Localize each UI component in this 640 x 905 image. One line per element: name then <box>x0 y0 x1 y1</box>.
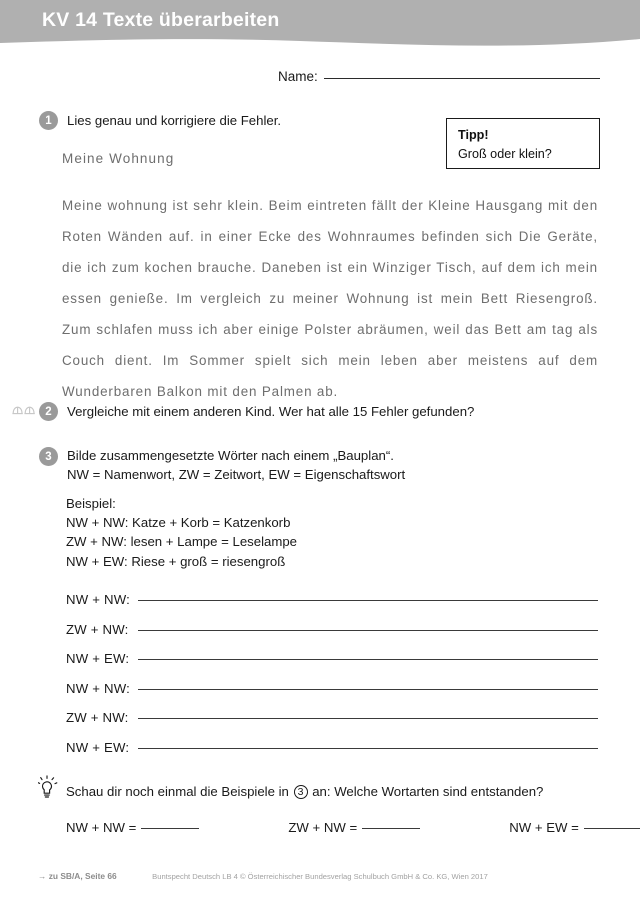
answer-row[interactable] <box>66 592 598 622</box>
answer-label: NW + EW: <box>66 651 130 667</box>
answer-write-rule[interactable] <box>138 689 598 690</box>
name-input-rule[interactable] <box>324 78 600 79</box>
answer-label: NW + NW: <box>66 680 130 696</box>
answer-label: NW + NW: <box>66 592 130 607</box>
reflection-slot-rule[interactable] <box>584 828 640 829</box>
reflection-slot[interactable] <box>66 820 199 835</box>
answer-row[interactable] <box>66 681 598 711</box>
answer-write-rule[interactable] <box>138 718 598 719</box>
task-3 <box>39 447 405 484</box>
tipp-box-text: Groß oder klein? <box>458 146 552 161</box>
example-item: ZW + NW: lesen + Lampe = Leselampe <box>66 534 298 550</box>
reflection-slot-rule[interactable] <box>362 828 420 829</box>
tipp-box-title: Tipp! <box>458 128 489 142</box>
answer-row[interactable] <box>66 740 598 770</box>
story-title: Meine Wohnung <box>62 151 175 166</box>
footer-reference: → zu SB/A, Seite 66 <box>38 871 117 881</box>
reflection-question <box>66 784 543 800</box>
header-banner <box>0 0 640 56</box>
answer-row[interactable] <box>66 622 598 652</box>
reflection-slot-rule[interactable] <box>141 828 199 829</box>
answer-row[interactable] <box>66 710 598 740</box>
tipp-box <box>446 118 600 169</box>
task-3-instruction-line-2: NW = Namenwort, ZW = Zeitwort, EW = Eigenschaftswort <box>67 466 406 482</box>
answer-label: ZW + NW: <box>66 710 129 726</box>
answer-write-rule[interactable] <box>138 659 598 660</box>
task-2-instruction: Vergleiche mit einem anderen Kind. Wer hat alle 15 Fehler gefunden? <box>67 404 475 419</box>
task-3-instruction-line-1: Bilde zusammengesetzte Wörter nach einem „Bauplan“. <box>67 448 394 463</box>
task-1-instruction: Lies genau und korrigiere die Fehler. <box>67 113 282 128</box>
task-1-badge: 1 <box>39 111 58 130</box>
task-2 <box>39 402 474 421</box>
answer-lines <box>66 592 598 770</box>
answer-write-rule[interactable] <box>138 600 598 601</box>
reflection-text-before: Schau dir noch einmal die Beispiele in <box>66 784 289 799</box>
examples-heading: Beispiel: <box>66 496 116 511</box>
name-label: Name: <box>278 69 318 84</box>
task-3-badge: 3 <box>39 447 58 466</box>
answer-row[interactable] <box>66 651 598 681</box>
reflection-slot[interactable] <box>509 820 640 835</box>
reflection-slot[interactable] <box>288 820 420 835</box>
answer-write-rule[interactable] <box>138 748 598 749</box>
reflection-slot-label: NW + NW = <box>66 820 137 835</box>
example-item: NW + NW: Katze + Korb = Katzenkorb <box>66 515 291 531</box>
task-3-instruction <box>67 447 405 484</box>
reflection-slot-label: NW + EW = <box>509 820 579 835</box>
task-2-badge: 2 <box>39 402 58 421</box>
footer-copyright: Buntspecht Deutsch LB 4 © Österreichischer Bundesverlag Schulbuch GmbH & Co. KG, Wien 2017 <box>152 872 488 881</box>
partner-work-icon <box>11 402 37 418</box>
story-body <box>62 190 598 407</box>
answer-write-rule[interactable] <box>138 630 598 631</box>
name-field[interactable] <box>278 69 600 84</box>
answer-label: ZW + NW: <box>66 621 129 637</box>
answer-label: NW + EW: <box>66 739 130 755</box>
example-item: NW + EW: Riese + groß = riesengroß <box>66 553 286 569</box>
reflection-text-after: an: Welche Wortarten sind entstanden? <box>312 784 544 799</box>
reflection-slots <box>66 820 579 835</box>
circled-task-number: 3 <box>294 785 308 799</box>
lightbulb-icon <box>38 775 60 801</box>
story-paragraph: Meine wohnung ist sehr klein. Beim eintreten fällt der Kleine Hausgang mit den Roten Wänden auf. in einer Ecke des Wohnraumes befinden sich Die Geräte, die ich zum kochen brauche. Daneben ist ein Winziger Tisch, auf dem ich mein essen genieße. Im vergleich zu meiner Wohnung ist mein Bett Riesengroß. Zum schlafen muss ich aber einige Polster abräumen, weil das Bett am tag als Couch dient. Im Sommer spielt sich mein leben aber meistens auf dem Wunderbaren Balkon mit den Palmen ab. <box>62 198 598 399</box>
task-1 <box>39 111 281 130</box>
examples-block <box>66 494 297 571</box>
page-title: KV 14 Texte überarbeiten <box>42 9 280 31</box>
reflection-slot-label: ZW + NW = <box>288 820 358 835</box>
